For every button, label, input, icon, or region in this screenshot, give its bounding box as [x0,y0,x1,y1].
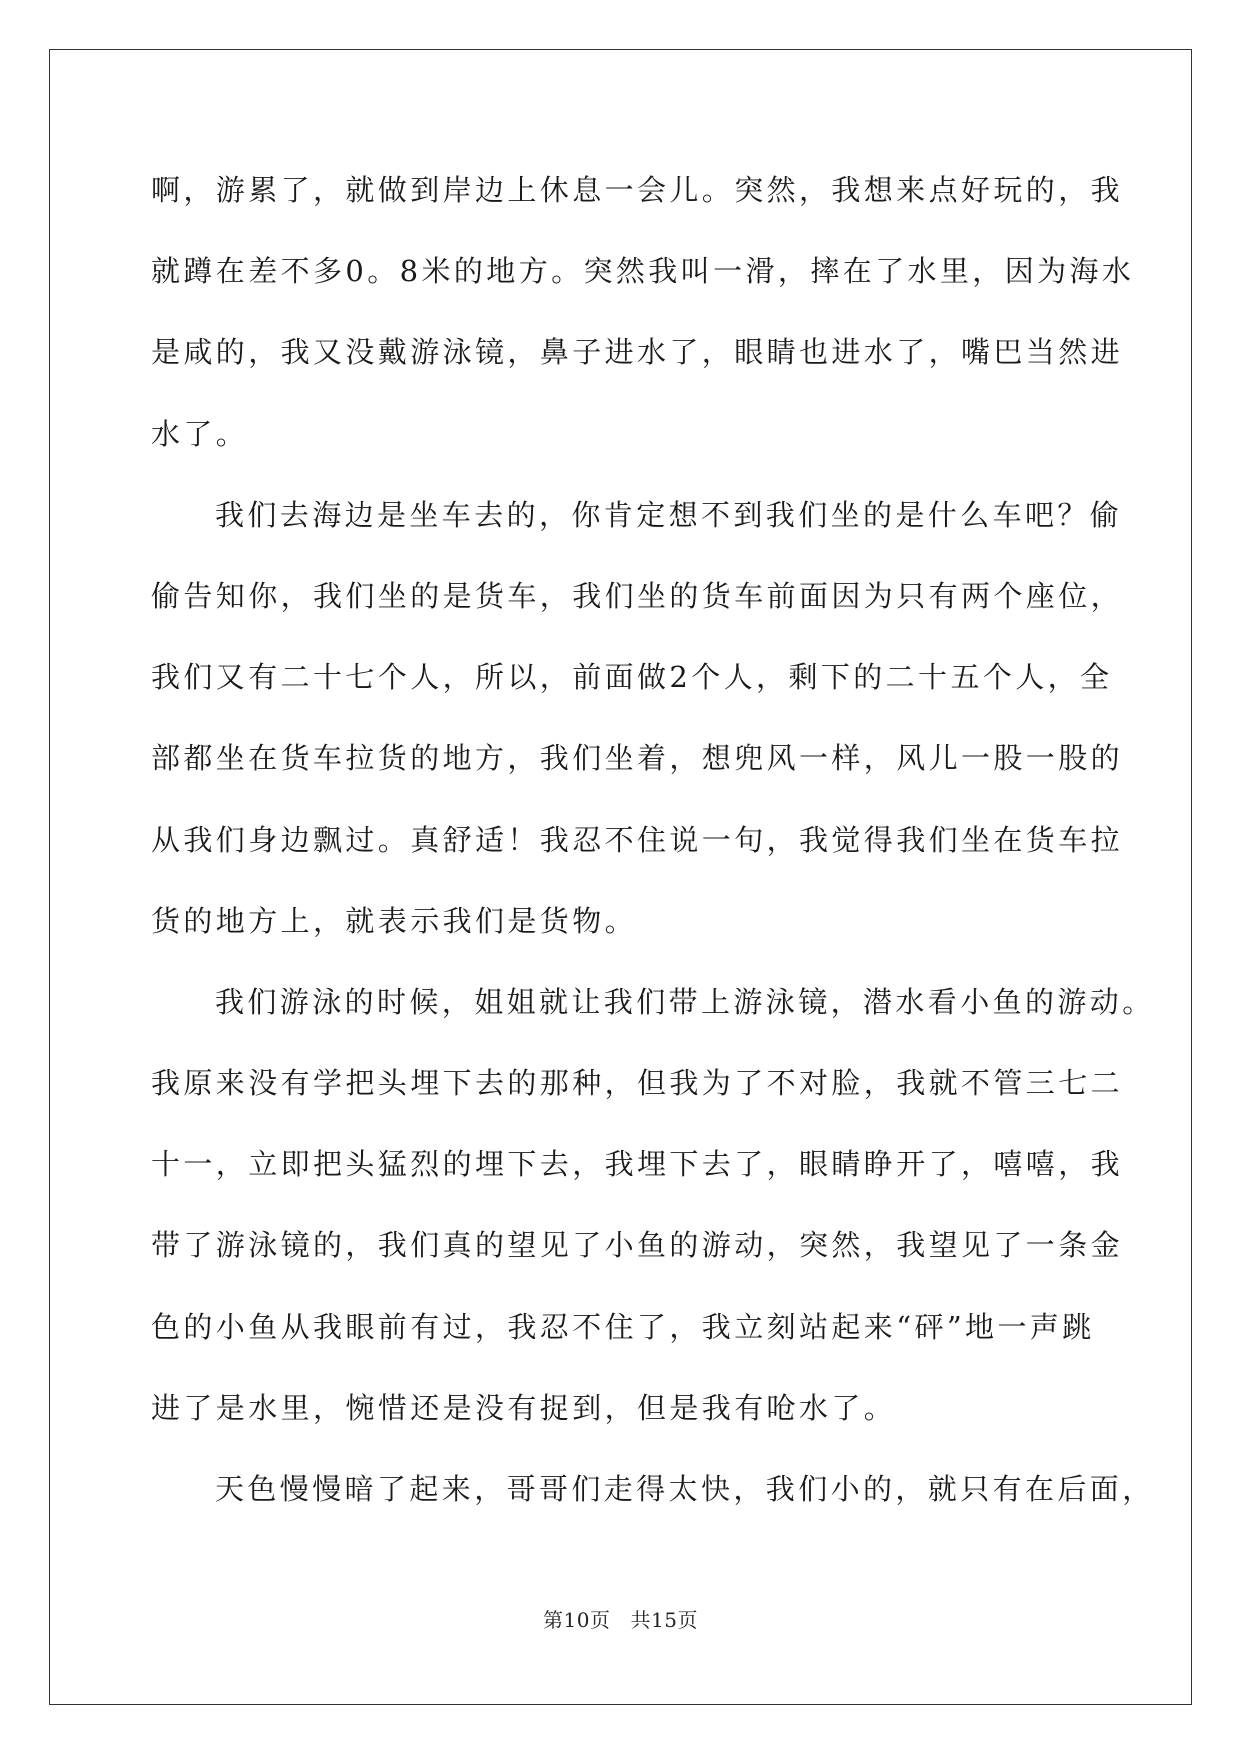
text-line: 是咸的，我又没戴游泳镜，鼻子进水了，眼睛也进水了，嘴巴当然进 [151,335,1124,370]
text-line: 十一，立即把头猛烈的埋下去，我埋下去了，眼睛睁开了，嘻嘻，我 [151,1147,1124,1182]
page-number: 第10页 [543,1608,611,1632]
text-line: 带了游泳镜的，我们真的望见了小鱼的游动，突然，我望见了一条金 [151,1228,1124,1263]
text-line: 部都坐在货车拉货的地方，我们坐着，想兜风一样，风儿一股一股的 [151,741,1124,776]
paragraph-first-line: 我们游泳的时候，姐姐就让我们带上游泳镜，潜水看小鱼的游动。 [215,984,1155,1019]
text-line: 就蹲在差不多0。8米的地方。突然我叫一滑，摔在了水里，因为海水 [151,254,1135,289]
text-line: 我们又有二十七个人，所以，前面做2个人，剩下的二十五个人，全 [151,660,1113,695]
text-line: 啊，游累了，就做到岸边上休息一会儿。突然，我想来点好玩的，我 [151,173,1124,207]
text-line: 进了是水里，惋惜还是没有捉到，但是我有呛水了。 [151,1390,897,1425]
text-line: 水了。 [151,416,249,451]
paragraph-first-line: 天色慢慢暗了起来，哥哥们走得太快，我们小的，就只有在后面， [215,1472,1155,1506]
page-total: 共15页 [630,1608,698,1632]
text-line: 货的地方上，就表示我们是货物。 [151,903,638,938]
text-line: 色的小鱼从我眼前有过，我忍不住了，我立刻站起来“砰”地一声跳 [151,1309,1095,1344]
paragraph-first-line: 我们去海边是坐车去的，你肯定想不到我们坐的是什么车吧？偷 [215,497,1123,532]
text-line: 从我们身边飘过。真舒适！我忍不住说一句，我觉得我们坐在货车拉 [151,822,1124,857]
text-line: 偷告知你，我们坐的是货车，我们坐的货车前面因为只有两个座位， [151,578,1124,613]
page-footer [0,1604,1241,1633]
text-line: 我原来没有学把头埋下去的那种，但我为了不对脸，我就不管三七二 [151,1066,1124,1101]
document-body [151,158,1155,1538]
